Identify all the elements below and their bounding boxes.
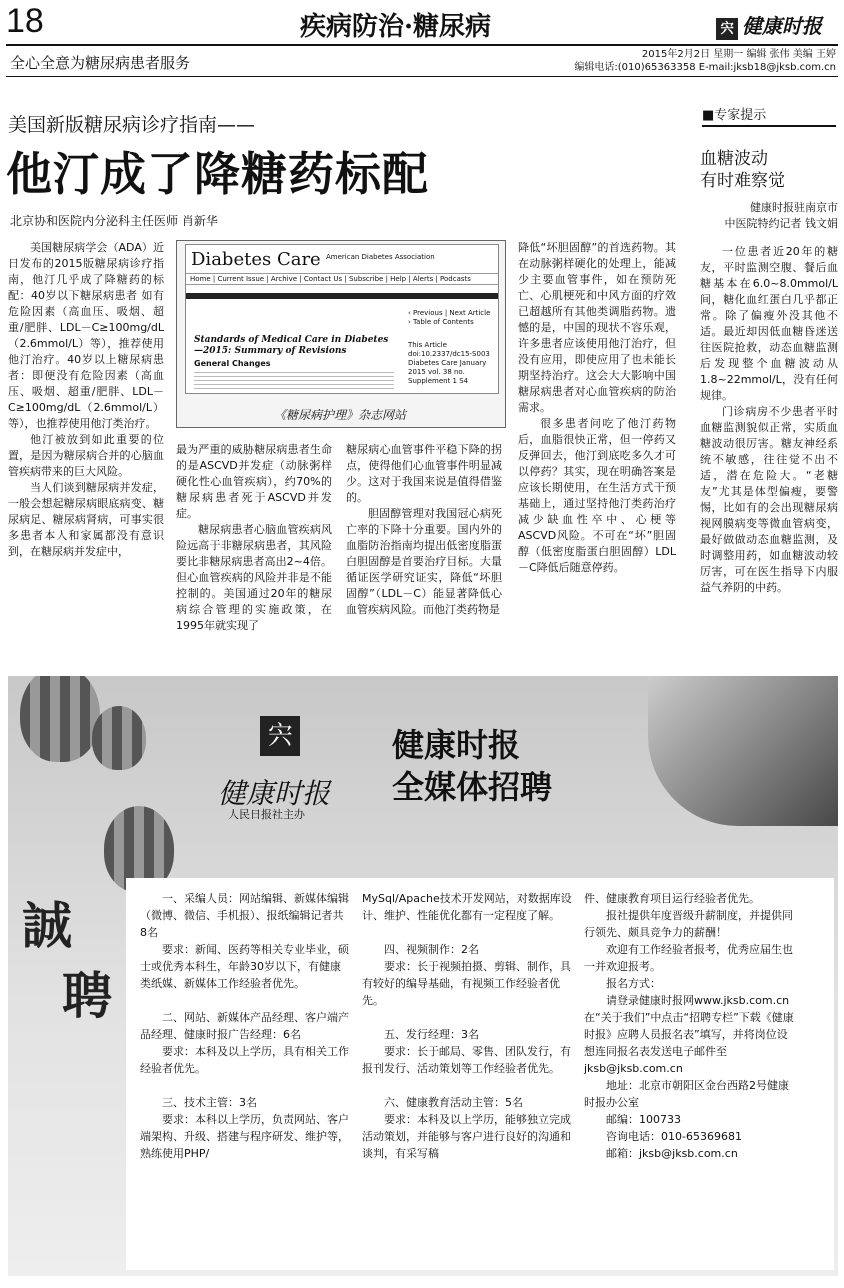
slogan: 全心全意为糖尿病患者服务: [10, 54, 191, 72]
ad-logo-sub: 人民日报社主办: [228, 808, 305, 821]
figure-brand: Diabetes Care: [191, 249, 321, 270]
logo-text: 健康时报: [742, 14, 822, 38]
header-rule-2: [6, 76, 838, 77]
figure-title: Standards of Medical Care in Diabetes—2015: Summary of Revisions: [194, 335, 389, 356]
job-paragraph: 邮编：100733: [606, 1113, 681, 1126]
balloon-graphic: [92, 706, 146, 770]
paragraph: 一位患者近20年的糖友，平时监测空腹、餐后血糖基本在6.0~8.0mmol/L间，糖化血红蛋白几乎都正常。除了偏瘦外没其他不适。最近却因低血糖昏迷送往医院抢救，动态血糖监测后发现整个血糖波动从1.8~22mmol/L，没有任何规律。: [700, 245, 838, 402]
paragraph: 很多患者问吃了他汀药物后，血脂很快正常，但一停药又反弹回去，他汀到底吃多久才可以停药？其实，现在明确答案是应该长期使用，在生活方式干预基础上，通过坚持他汀类药治疗减少缺血性卒中、心梗等ASCVD风险。不可在“坏”胆固醇（低密度脂蛋白胆固醇）LDL－C降低后随意停药。: [518, 417, 676, 574]
expert-tag: ■专家提示: [702, 104, 836, 127]
sidebar-byline-1: 健康时报驻南京市: [750, 201, 838, 214]
ad-logo-icon: 宍: [260, 716, 300, 756]
job-paragraph: 六、健康教育活动主管：5名: [384, 1096, 523, 1109]
cheng-char: 誠: [22, 896, 72, 955]
page-number: 18: [6, 2, 44, 40]
job-paragraph: 邮箱：jksb@jksb.com.cn: [606, 1147, 738, 1160]
balloon-graphic: [20, 676, 100, 762]
article-headline: 他汀成了降糖药标配: [6, 147, 429, 201]
paragraph: 美国糖尿病学会（ADA）近日发布的2015版糖尿病诊疗指南，他汀几乎成了降糖药的标配：40岁以下糖尿病患者 如有危险因素（高血压、吸烟、超重/肥胖、LDL－C≥100mg/dL（2.6mmol/L）等），推荐使用他汀治疗。40岁以上糖尿病患者：即便没有危险因素（高血压、吸烟、超重/肥胖、LDL－C≥100mg/dL（2.6mmol/L）等），也推荐使用他汀类治疗。: [8, 241, 164, 430]
figure-text-lines: [194, 369, 394, 389]
job-paragraph: 咨询电话：010-65369681: [606, 1130, 742, 1143]
paragraph: 最为严重的威胁糖尿病患者生命的是ASCVD并发症（动脉粥样硬化性心血管疾病），约70%的糖尿病患者死于ASCVD并发症。: [176, 443, 332, 520]
sidebar-headline: [700, 148, 785, 192]
ad-headline-1: 健康时报: [392, 726, 521, 764]
job-paragraph: 报社提供年度晋级升薪制度，并提供同行领先、颇具竞争力的薪酬！: [584, 909, 793, 939]
handshake-graphic: [648, 676, 838, 826]
figure-org: American Diabetes Association: [326, 253, 435, 261]
logo-icon: 宍: [716, 18, 738, 40]
article-col-1: [8, 240, 164, 560]
job-paragraph: 要求：本科及以上学历，具有相关工作经验者优先。: [140, 1045, 349, 1075]
figure-side-meta: This Article doi:10.2337/dc15-S003 Diabetes Care January 2015 vol. 38 no. Supplement 1 S4: [408, 341, 490, 385]
article-byline: 北京协和医院内分泌科主任医师 肖新华: [10, 214, 218, 228]
header-rule: [6, 44, 838, 46]
article-col-2: [176, 442, 332, 634]
job-paragraph: 要求：长于视频拍摄、剪辑、制作，具有较好的编导基础，有视频工作经验者优先。: [362, 960, 571, 1007]
job-paragraph: 欢迎有工作经验者报考，优秀应届生也一并欢迎报考。: [584, 943, 793, 973]
job-paragraph: 三、技术主管：3名: [162, 1096, 257, 1109]
figure-side-nav: ‹ Previous | Next Article › Table of Contents: [408, 309, 491, 326]
job-paragraph: 地址：北京市朝阳区金台西路2号健康时报办公室: [584, 1079, 789, 1109]
paragraph: 糖尿病患者心脑血管疾病风险远高于非糖尿病患者，其风险要比非糖尿病患者高出2~4倍。但心血管疾病的风险并非是不能控制的。美国通过20年的糖尿病综合管理的实施政策，在1995年就实现了: [176, 523, 332, 632]
figure-caption: 《糖尿病护理》杂志网站: [273, 408, 406, 422]
job-col-3: [584, 890, 794, 1162]
paragraph: 降低“坏胆固醇”的首选药物。其在动脉粥样硬化的处理上，能减少主要血管事件，如在预防死亡、心肌梗死和中风方面的疗效已超越所有其他类调脂药物。遗憾的是，中国的现状不容乐观，许多患者应该使用他汀治疗，但没有应用，即使应用了也未能长期坚持治疗。这会大大影响中国糖尿病患者对心血管疾病的防治需求。: [518, 241, 676, 414]
paragraph: 门诊病房不少患者平时血糖监测貌似正常，实质血糖波动很厉害。糖友神经系统不敏感，往往觉不出不适，潜在危险大。“老糖友”尤其是体型偏瘦，要警惕，比如有的会出现糖尿病视网膜病变等微血管病变，最好做做动态血糖监测，及时调整用药，如血糖波动较厉害，可在医生指导下内服益气养阴的中药。: [700, 405, 838, 594]
job-paragraph: MySql/Apache技术开发网站，对数据库设计、维护、性能优化都有一定程度了解。: [362, 892, 572, 922]
contact: 编辑电话:(010)65363358 E-mail:jksb18@jksb.com.cn: [574, 62, 836, 73]
article-kicker: 美国新版糖尿病诊疗指南——: [8, 114, 256, 136]
figure-bar: [186, 293, 498, 299]
article-col-3: [346, 442, 502, 618]
paragraph: 胆固醇管理对我国冠心病死亡率的下降十分重要。国内外的血脂防治指南均提出低密度脂蛋白胆固醇是首要治疗目标。大量循证医学研究证实，降低“坏胆固醇”（LDL－C）能显著降低心血管疾病风险。而他汀类药物是: [346, 507, 502, 616]
job-paragraph: 件、健康教育项目运行经验者优先。: [584, 892, 760, 905]
paragraph: 糖尿病心血管事件平稳下降的拐点，使得他们心血管事件明显减少。这对于我国来说是值得借鉴的。: [346, 443, 502, 504]
job-paragraph: 报名方式：: [606, 977, 661, 990]
sidebar-headline-2: 有时难察觉: [700, 171, 785, 191]
job-paragraph: 要求：本科以上学历，负责网站、客户端架构、升级、搭建与程序研发、维护等，熟练使用PHP/: [140, 1113, 349, 1160]
job-col-2: [362, 890, 572, 1162]
job-paragraph: 要求：本科及以上学历，能够独立完成活动策划，并能够与客户进行良好的沟通和谈判，有采写稿: [362, 1113, 571, 1160]
job-paragraph: 一、采编人员：网站编辑、新媒体编辑（微博、微信、手机报）、报纸编辑记者共8名: [140, 892, 349, 939]
sidebar-headline-1: 血糖波动: [700, 149, 768, 169]
job-paragraph: 请登录健康时报网www.jksb.com.cn在“关于我们”中点击“招聘专栏”下载《健康时报》应聘人员报名表”填写，并将岗位设想连同报名表发送电子邮件至jksb@jksb.com.cn: [584, 994, 794, 1075]
date-editor: 2015年2月2日 星期一 编辑 张伟 美编 王婷: [641, 49, 836, 60]
job-paragraph: 五、发行经理：3名: [384, 1028, 479, 1041]
job-paragraph: 要求：长于邮局、零售、团队发行，有报刊发行、活动策划等工作经验者优先。: [362, 1045, 571, 1075]
dateline: [574, 48, 836, 74]
sidebar-byline-2: 中医院特约记者 钱文娟: [724, 217, 838, 230]
figure-side: [408, 309, 494, 386]
job-paragraph: 要求：新闻、医药等相关专业毕业，硕士或优秀本科生，年龄30岁以下，有健康类纸媒、新媒体工作经验者优先。: [140, 943, 349, 990]
job-paragraph: 二、网站、新媒体产品经理、客户端产品经理、健康时报广告经理：6名: [140, 1011, 349, 1041]
paragraph: 他汀被放到如此重要的位置，是因为糖尿病合并的心脑血管疾病带来的巨大风险。: [8, 433, 164, 478]
figure-nav: Home | Current Issue | Archive | Contact Us | Subscribe | Help | Alerts | Podcasts: [186, 273, 498, 285]
sidebar-body: [700, 244, 838, 596]
ad-headline-2: 全媒体招聘: [392, 768, 553, 806]
figure-screenshot: [185, 244, 499, 394]
ad-headline: [392, 724, 552, 808]
article-col-4: [518, 240, 676, 576]
job-col-1: [140, 890, 350, 1162]
job-paragraph: 四、视频制作：2名: [384, 943, 479, 956]
pin-char: 聘: [62, 966, 112, 1025]
masthead-logo: [716, 10, 822, 40]
figure-subtitle: General Changes: [194, 359, 271, 368]
paragraph: 当人们谈到糖尿病并发症，一般会想起糖尿病眼底病变、糖尿病足、糖尿病肾病，可事实很多患者本人和家属都没有意识到，在糖尿病并发症中，: [8, 481, 164, 558]
section-title: 疾病防治·糖尿病: [300, 12, 492, 42]
sidebar-byline: [700, 200, 838, 232]
ad-logo: 健康时报: [218, 777, 331, 810]
